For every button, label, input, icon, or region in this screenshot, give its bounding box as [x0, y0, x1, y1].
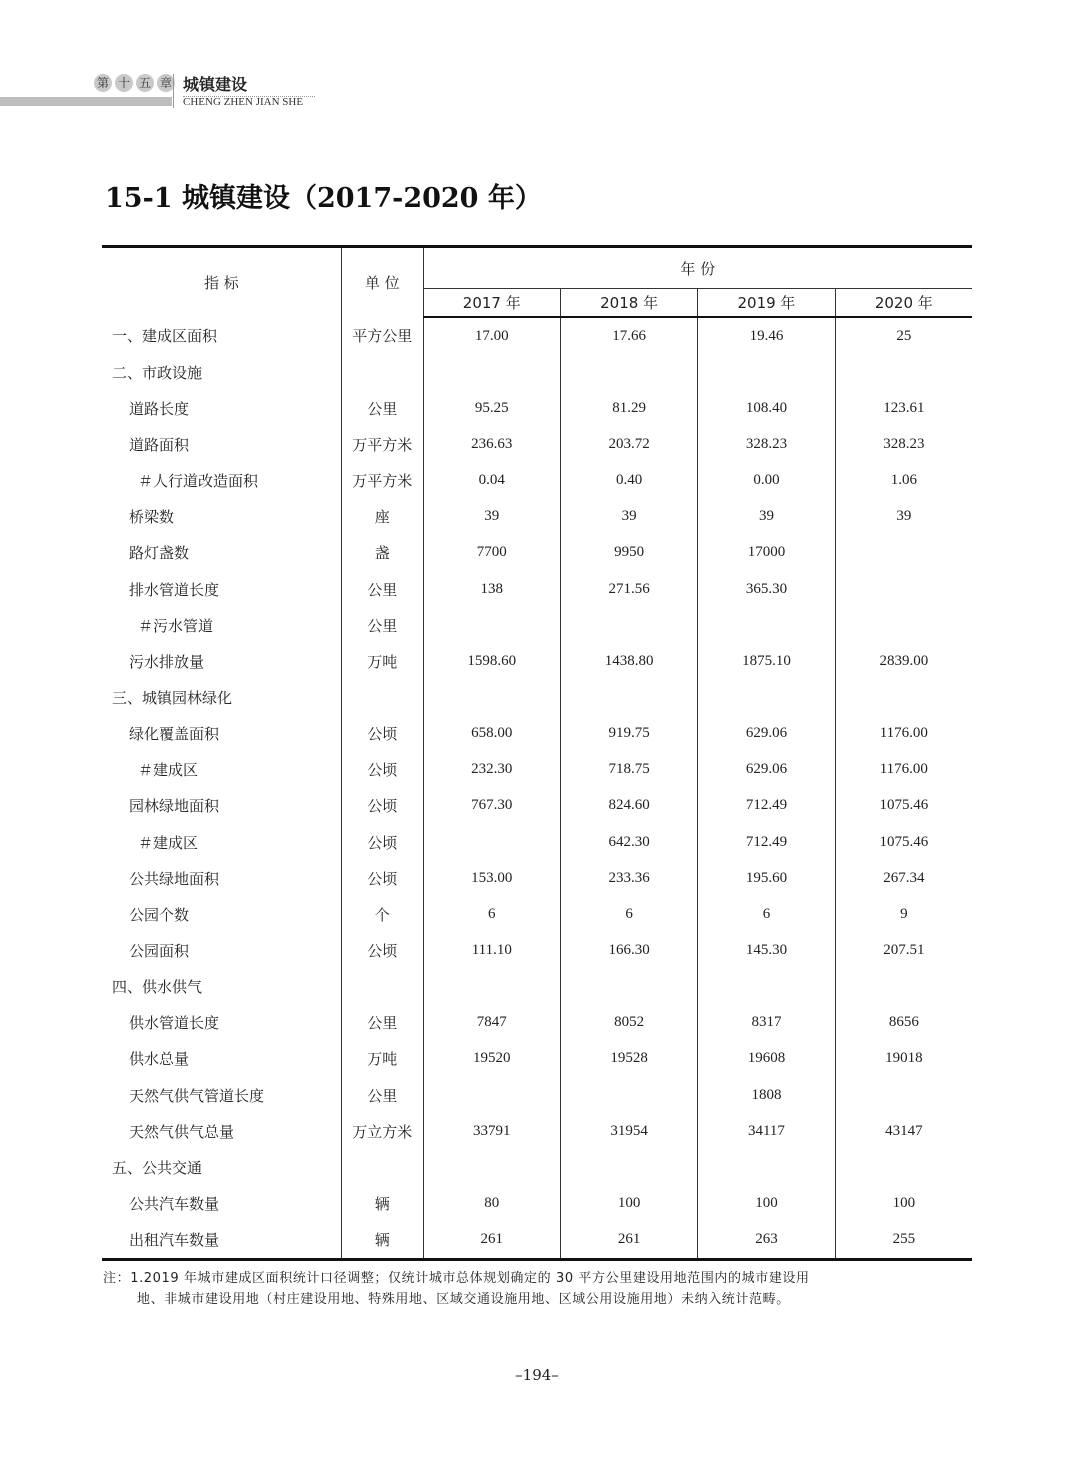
table-row — [102, 643, 972, 679]
row-value: 1438.80 — [560, 643, 697, 679]
col-header-unit: 单 位 — [341, 247, 423, 318]
row-value: 6 — [423, 896, 560, 932]
row-value: 39 — [698, 499, 835, 535]
row-unit: 公顷 — [341, 788, 423, 824]
table-row — [102, 1185, 972, 1221]
row-unit — [341, 679, 423, 715]
table-row — [102, 896, 972, 932]
row-label: 道路长度 — [102, 390, 341, 426]
row-value: 138 — [423, 571, 560, 607]
row-unit — [341, 354, 423, 390]
row-value: 1875.10 — [698, 643, 835, 679]
table-row — [102, 426, 972, 462]
row-value — [560, 679, 697, 715]
row-label: 道路面积 — [102, 426, 341, 462]
table-row — [102, 788, 972, 824]
row-value: 261 — [560, 1222, 697, 1260]
row-label: 供水总量 — [102, 1041, 341, 1077]
table-row — [102, 1041, 972, 1077]
row-value — [423, 1077, 560, 1113]
row-value: 19608 — [698, 1041, 835, 1077]
row-value: 233.36 — [560, 860, 697, 896]
row-unit: 辆 — [341, 1185, 423, 1221]
row-unit: 万吨 — [341, 1041, 423, 1077]
row-label: 排水管道长度 — [102, 571, 341, 607]
row-value — [835, 1149, 972, 1185]
row-value: 17.66 — [560, 317, 697, 354]
row-label: 三、城镇园林绿化 — [102, 679, 341, 715]
col-header-year: 2020 年 — [835, 289, 972, 318]
row-value: 328.23 — [698, 426, 835, 462]
row-value: 207.51 — [883, 941, 925, 958]
row-value: 0.00 — [698, 463, 835, 499]
row-label: 绿化覆盖面积 — [102, 716, 341, 752]
row-label: 出租汽车数量 — [102, 1222, 341, 1260]
row-value: 33791 — [423, 1113, 560, 1149]
row-value: 100 — [698, 1185, 835, 1221]
row-label: 五、公共交通 — [102, 1149, 341, 1185]
row-value — [560, 354, 697, 390]
row-label: 一、建成区面积 — [102, 317, 341, 354]
chapter-char: 章 — [157, 74, 175, 92]
row-value: 824.60 — [560, 788, 697, 824]
row-value — [835, 1077, 972, 1113]
row-value: 9 — [900, 905, 908, 922]
row-value: 267.34 — [883, 869, 925, 886]
row-unit — [341, 969, 423, 1005]
row-label: ＃建成区 — [102, 752, 341, 788]
row-unit: 公顷 — [341, 824, 423, 860]
table-row — [102, 860, 972, 896]
row-value: 7700 — [423, 535, 560, 571]
col-header-year-group: 年 份 — [680, 259, 716, 278]
row-value: 8317 — [698, 1005, 835, 1041]
table-row — [102, 679, 972, 715]
row-value: 767.30 — [423, 788, 560, 824]
row-value: 7847 — [423, 1005, 560, 1041]
row-value: 0.04 — [423, 463, 560, 499]
row-value: 1075.46 — [879, 797, 929, 814]
header-divider — [173, 74, 174, 108]
row-value — [423, 969, 560, 1005]
table-row — [102, 1077, 972, 1113]
row-value: 31954 — [560, 1113, 697, 1149]
footnote-line: 注：1.2019 年城市建成区面积统计口径调整；仅统计城市总体规划确定的 30 平方公里建设用地范围内的城市建设用 — [103, 1271, 810, 1286]
row-value — [698, 969, 835, 1005]
row-value: 17000 — [698, 535, 835, 571]
row-unit: 公里 — [341, 607, 423, 643]
row-value: 8052 — [560, 1005, 697, 1041]
row-value: 8656 — [888, 1014, 919, 1031]
row-value: 19018 — [885, 1050, 923, 1067]
row-unit: 万立方米 — [341, 1113, 423, 1149]
row-value: 1598.60 — [423, 643, 560, 679]
row-value: 263 — [698, 1222, 835, 1260]
table-row — [102, 752, 972, 788]
row-value: 19.46 — [698, 317, 835, 354]
row-value: 111.10 — [423, 932, 560, 968]
row-value: 81.29 — [560, 390, 697, 426]
row-unit: 公里 — [341, 1077, 423, 1113]
row-value: 328.23 — [883, 435, 925, 452]
row-value: 108.40 — [698, 390, 835, 426]
row-value — [423, 679, 560, 715]
row-value: 34117 — [698, 1113, 835, 1149]
row-unit: 万吨 — [341, 643, 423, 679]
table-row — [102, 1005, 972, 1041]
chapter-badge — [94, 74, 175, 92]
header-bar — [0, 97, 172, 106]
row-value: 712.49 — [698, 788, 835, 824]
row-value — [835, 535, 972, 571]
row-value: 1176.00 — [879, 761, 928, 778]
row-value: 1176.00 — [879, 725, 928, 742]
row-value — [560, 1077, 697, 1113]
row-label: 天然气供气管道长度 — [102, 1077, 341, 1113]
row-value: 100 — [560, 1185, 697, 1221]
table-row — [102, 1113, 972, 1149]
row-unit: 公顷 — [341, 716, 423, 752]
row-value: 39 — [560, 499, 697, 535]
row-unit: 辆 — [341, 1222, 423, 1260]
table-row — [102, 390, 972, 426]
row-value: 43147 — [885, 1122, 923, 1139]
row-label: ＃污水管道 — [102, 607, 341, 643]
row-unit: 公里 — [341, 571, 423, 607]
footnote — [103, 1268, 983, 1310]
row-unit: 万平方米 — [341, 426, 423, 462]
row-label: 园林绿地面积 — [102, 788, 341, 824]
row-value: 195.60 — [698, 860, 835, 896]
row-value: 658.00 — [423, 716, 560, 752]
table-row — [102, 1149, 972, 1185]
row-value: 123.61 — [883, 399, 925, 416]
chapter-char: 十 — [115, 74, 133, 92]
row-value — [560, 969, 697, 1005]
row-label: 公园面积 — [102, 932, 341, 968]
row-value: 1808 — [698, 1077, 835, 1113]
row-value: 39 — [423, 499, 560, 535]
row-unit: 平方公里 — [341, 317, 423, 354]
row-value: 153.00 — [423, 860, 560, 896]
col-header-year: 2017 年 — [423, 289, 560, 318]
row-unit: 万平方米 — [341, 463, 423, 499]
row-value: 166.30 — [560, 932, 697, 968]
row-value: 19520 — [423, 1041, 560, 1077]
row-value — [423, 607, 560, 643]
row-unit: 公顷 — [341, 860, 423, 896]
row-value: 100 — [892, 1194, 916, 1211]
row-label: 四、供水供气 — [102, 969, 341, 1005]
row-label: 公共汽车数量 — [102, 1185, 341, 1221]
row-label: 污水排放量 — [102, 643, 341, 679]
table-row — [102, 571, 972, 607]
chapter-title: 城镇建设 — [183, 72, 315, 97]
table-row — [102, 932, 972, 968]
row-value — [560, 607, 697, 643]
col-header-year: 2018 年 — [560, 289, 697, 318]
statistics-table — [102, 245, 972, 1261]
row-value: 6 — [560, 896, 697, 932]
row-value: 919.75 — [560, 716, 697, 752]
table-row — [102, 607, 972, 643]
row-value — [835, 607, 972, 643]
table-row — [102, 317, 972, 354]
row-value: 9950 — [560, 535, 697, 571]
row-label: 天然气供气总量 — [102, 1113, 341, 1149]
row-value: 6 — [698, 896, 835, 932]
row-value: 19528 — [560, 1041, 697, 1077]
row-unit: 公顷 — [341, 932, 423, 968]
table-row — [102, 716, 972, 752]
row-value: 95.25 — [423, 390, 560, 426]
row-label: 二、市政设施 — [102, 354, 341, 390]
table-row — [102, 535, 972, 571]
table-row — [102, 824, 972, 860]
row-value: 80 — [423, 1185, 560, 1221]
row-value — [698, 354, 835, 390]
row-value: 145.30 — [698, 932, 835, 968]
row-unit: 座 — [341, 499, 423, 535]
row-value: 236.63 — [423, 426, 560, 462]
row-value — [835, 354, 972, 390]
row-unit: 盏 — [341, 535, 423, 571]
chapter-char: 第 — [94, 74, 112, 92]
table-row — [102, 499, 972, 535]
row-unit: 公顷 — [341, 752, 423, 788]
row-value: 271.56 — [560, 571, 697, 607]
row-value: 232.30 — [423, 752, 560, 788]
chapter-pinyin: CHENG ZHEN JIAN SHE — [183, 96, 304, 108]
row-label: 供水管道长度 — [102, 1005, 341, 1041]
row-value: 1075.46 — [879, 833, 929, 850]
row-value: 718.75 — [560, 752, 697, 788]
row-value — [835, 969, 972, 1005]
row-value: 25 — [896, 327, 912, 344]
table-row — [102, 354, 972, 390]
row-value: 203.72 — [560, 426, 697, 462]
page-number: –194– — [515, 1366, 559, 1384]
row-unit: 公里 — [341, 390, 423, 426]
row-unit: 公里 — [341, 1005, 423, 1041]
col-header-year: 2019 年 — [698, 289, 835, 318]
row-value — [560, 1149, 697, 1185]
footnote-line: 地、非城市建设用地（村庄建设用地、特殊用地、区域交通设施用地、区域公用设施用地）未纳入统计范畴。 — [137, 1292, 790, 1307]
row-value: 261 — [423, 1222, 560, 1260]
row-value: 365.30 — [698, 571, 835, 607]
row-value: 629.06 — [698, 716, 835, 752]
row-value — [835, 679, 972, 715]
row-value: 17.00 — [423, 317, 560, 354]
row-unit: 个 — [341, 896, 423, 932]
row-unit — [341, 1149, 423, 1185]
row-label: 公园个数 — [102, 896, 341, 932]
row-value: 2839.00 — [879, 652, 929, 669]
chapter-char: 五 — [136, 74, 154, 92]
row-value — [423, 824, 560, 860]
table-row — [102, 969, 972, 1005]
col-header-indicator: 指 标 — [102, 247, 341, 318]
row-label: 路灯盏数 — [102, 535, 341, 571]
table-row — [102, 1222, 972, 1260]
row-label: ＃人行道改造面积 — [102, 463, 341, 499]
row-value: 712.49 — [698, 824, 835, 860]
row-label: 桥梁数 — [102, 499, 341, 535]
row-value — [698, 607, 835, 643]
row-value: 629.06 — [698, 752, 835, 788]
row-value — [835, 571, 972, 607]
row-value: 642.30 — [560, 824, 697, 860]
row-label: 公共绿地面积 — [102, 860, 341, 896]
row-value: 255 — [892, 1231, 916, 1248]
row-value — [423, 1149, 560, 1185]
row-value — [698, 679, 835, 715]
row-value: 0.40 — [560, 463, 697, 499]
table-row — [102, 463, 972, 499]
row-value: 39 — [896, 508, 912, 525]
row-value — [423, 354, 560, 390]
row-label: ＃建成区 — [102, 824, 341, 860]
row-value: 1.06 — [890, 472, 917, 489]
page-title: 15-1 城镇建设（2017-2020 年） — [105, 183, 542, 214]
row-value — [698, 1149, 835, 1185]
